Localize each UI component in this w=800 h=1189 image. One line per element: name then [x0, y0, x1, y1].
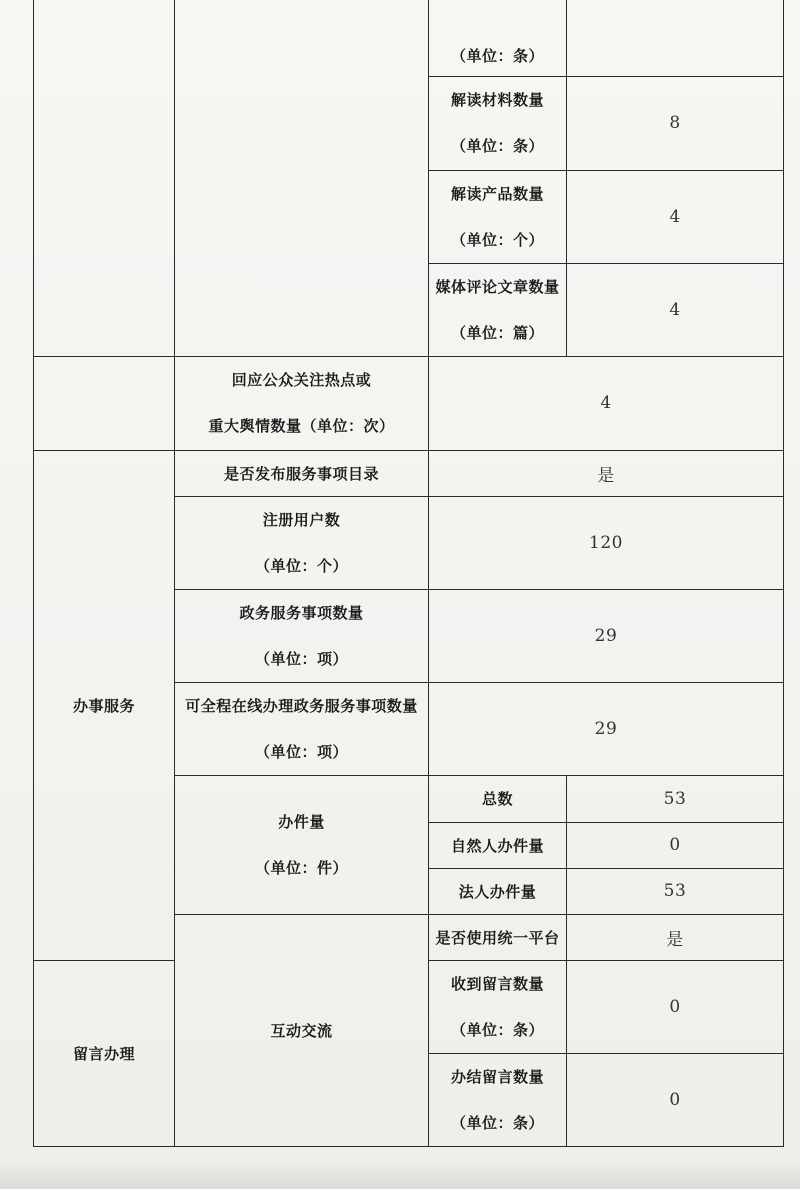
jiedu-cailiao-value: 8	[567, 76, 784, 170]
banjie-value: 0	[567, 1053, 784, 1146]
banjian-label: 办件量	[278, 812, 325, 831]
shoudao-unit: （单位：条）	[450, 1020, 544, 1039]
banjie-label: 办结留言数量	[450, 1067, 544, 1086]
huiying-value: 4	[429, 356, 784, 450]
shixiang-unit: （单位：项）	[254, 649, 348, 668]
mulu-label: 是否发布服务事项目录	[175, 450, 429, 496]
zongshu-value: 53	[567, 775, 784, 822]
zhuce-cell	[175, 496, 429, 589]
meiti-value: 4	[567, 263, 784, 356]
mulu-value: 是	[429, 450, 784, 496]
shixiang-label: 政务服务事项数量	[239, 603, 364, 622]
gov-disclosure-table	[33, 0, 784, 1147]
banjie-unit: （单位：条）	[450, 1113, 544, 1132]
subsection-cell-continued	[175, 0, 429, 356]
pingtai-value: 是	[567, 914, 784, 960]
ziran-label: 自然人办件量	[429, 822, 567, 868]
quanchen-unit: （单位：项）	[254, 742, 348, 761]
jiedu-chanpin-unit: （单位：个）	[450, 230, 544, 249]
huiying-label-2: 重大舆情数量（单位：次）	[208, 417, 395, 435]
huiying-cell	[175, 356, 429, 450]
banjian-cell	[175, 775, 429, 914]
zhuce-value: 120	[429, 496, 784, 589]
liuyan-label: 留言办理	[34, 960, 175, 1146]
page-bottom-shadow	[0, 1160, 800, 1189]
banjie-cell	[429, 1053, 567, 1146]
zhuce-label: 注册用户数	[262, 510, 341, 529]
jiedu-cailiao-cell	[429, 76, 567, 170]
jiedu-chanpin-value: 4	[567, 170, 784, 263]
unit-tiao-value-cell	[567, 0, 784, 76]
quanchen-value: 29	[429, 682, 784, 775]
meiti-label: 媒体评论文章数量	[435, 277, 560, 296]
zhuce-unit: （单位：个）	[254, 556, 348, 575]
faren-label: 法人办件量	[429, 868, 567, 914]
unit-tiao-label: （单位：条）	[450, 46, 544, 65]
unit-tiao-cell	[429, 0, 567, 76]
faren-value: 53	[567, 868, 784, 914]
jiedu-cailiao-label: 解读材料数量	[450, 91, 544, 109]
section-cell-continued-2	[34, 356, 175, 450]
jiedu-chanpin-label: 解读产品数量	[450, 184, 544, 203]
pingtai-label: 是否使用统一平台	[429, 914, 567, 960]
zongshu-label: 总数	[429, 775, 567, 822]
quanchen-label: 可全程在线办理政务服务事项数量	[185, 696, 418, 715]
jiedu-cailiao-unit: （单位：条）	[450, 137, 544, 155]
ziran-value: 0	[567, 822, 784, 868]
shoudao-label: 收到留言数量	[450, 974, 544, 993]
jiedu-chanpin-cell	[429, 170, 567, 263]
section-hudong: 互动交流	[175, 914, 429, 1146]
banjian-unit: （单位：件）	[254, 858, 348, 877]
section-banshi: 办事服务	[34, 450, 175, 960]
quanchen-cell	[175, 682, 429, 775]
meiti-unit: （单位：篇）	[450, 323, 544, 342]
huiying-label-1: 回应公众关注热点或	[231, 371, 372, 389]
shixiang-value: 29	[429, 589, 784, 682]
shixiang-cell	[175, 589, 429, 682]
shoudao-value: 0	[567, 960, 784, 1053]
shoudao-cell	[429, 960, 567, 1053]
meiti-cell	[429, 263, 567, 356]
section-cell-continued	[34, 0, 175, 356]
